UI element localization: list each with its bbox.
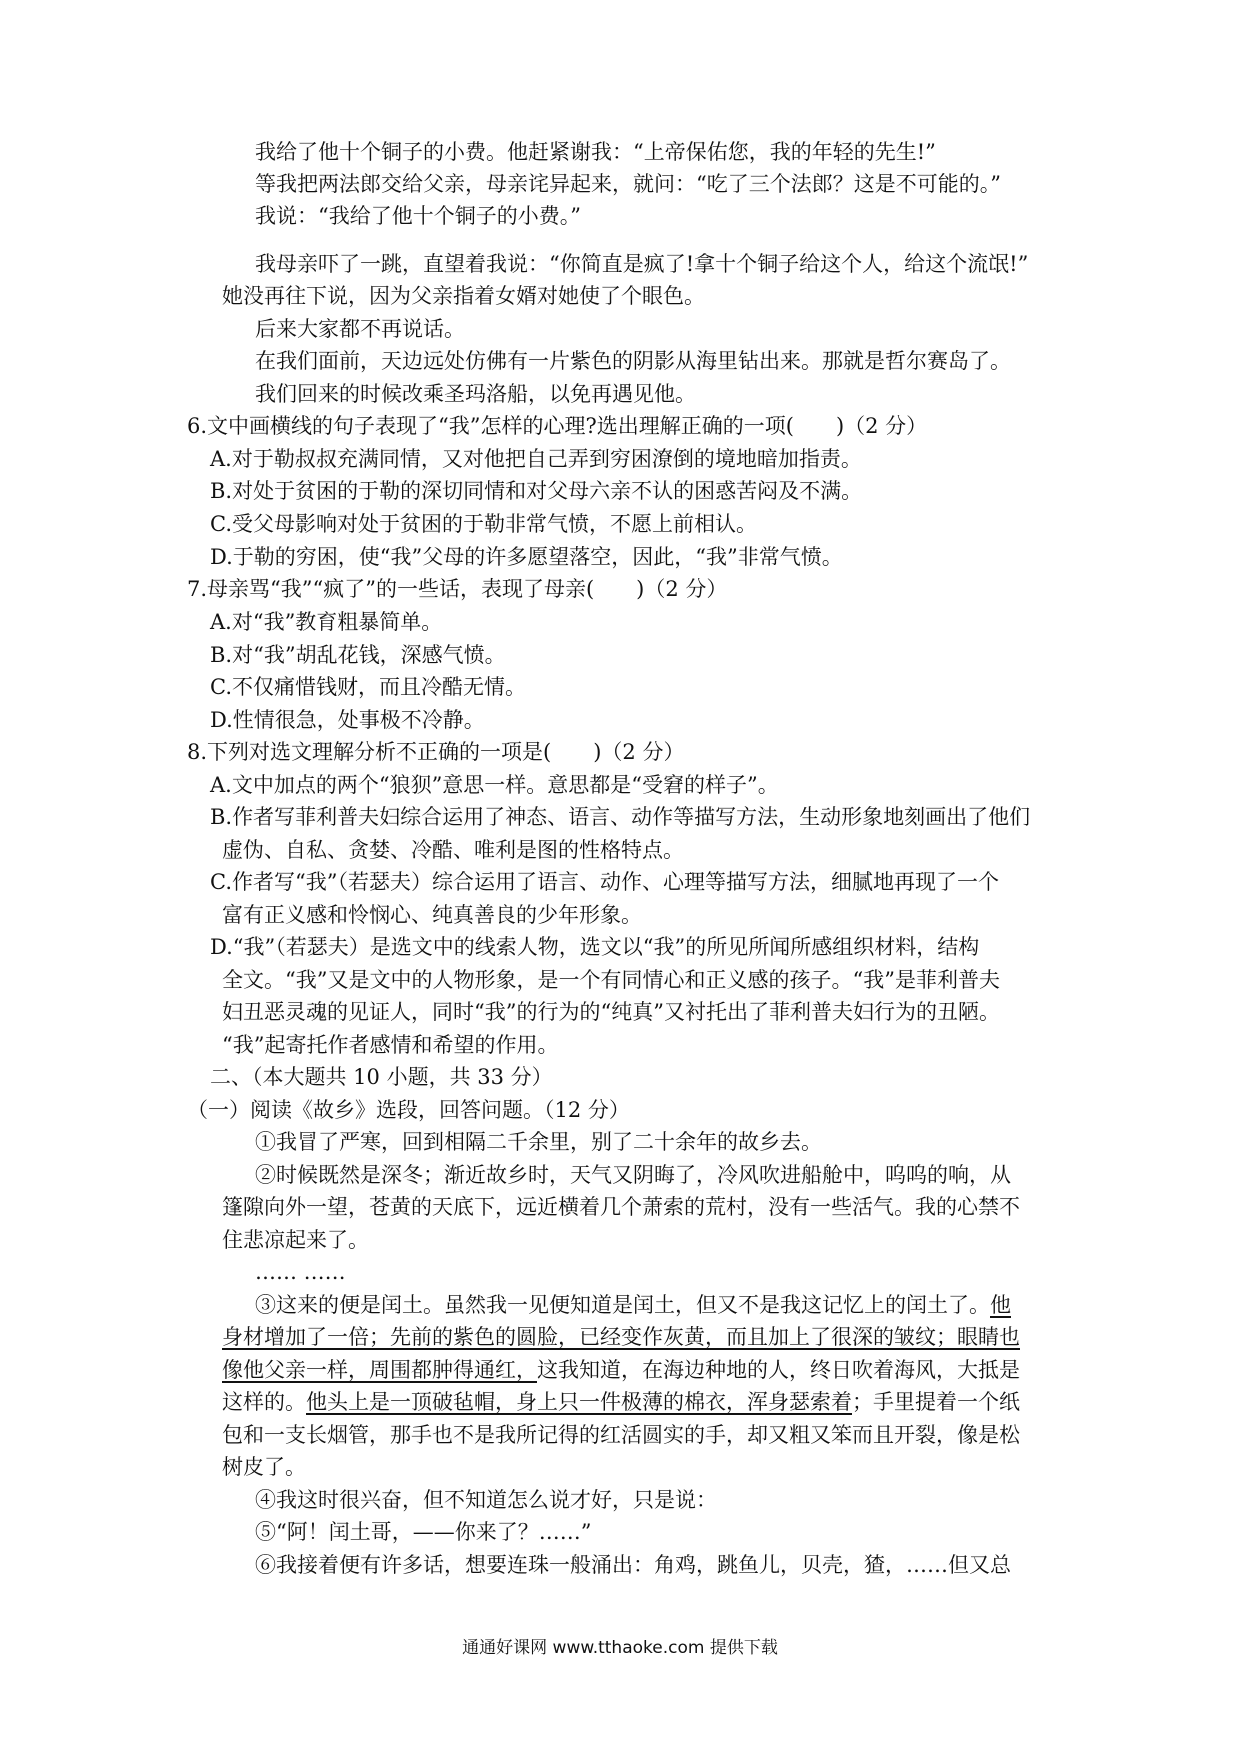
question-7-option-b: B.对“我”胡乱花钱，深感气愤。 bbox=[210, 643, 506, 667]
section-2-title: 二、（本大题共 10 小题，共 33 分） bbox=[210, 1065, 553, 1089]
question-8-option-d-cont: “我”起寄托作者感情和希望的作用。 bbox=[222, 1033, 559, 1057]
story-paragraph: 我们回来的时候改乘圣玛洛船，以免再遇见他。 bbox=[255, 382, 696, 406]
passage-paragraph: ⑥我接着便有许多话，想要连珠一般涌出：角鸡，跳鱼儿，贝壳，猹，……但又总 bbox=[255, 1553, 1011, 1577]
story-paragraph: 等我把两法郎交给父亲，母亲诧异起来，就问：“吃了三个法郎？这是不可能的。” bbox=[255, 172, 1001, 196]
passage-ellipsis: …… …… bbox=[255, 1260, 346, 1284]
story-paragraph: 我说：“我给了他十个铜子的小费。” bbox=[255, 204, 581, 228]
passage-paragraph-cont bbox=[0, 1386, 1240, 1418]
passage-paragraph-cont: 篷隙向外一望，苍黄的天底下，远近横着几个萧索的荒村，没有一些活气。我的心禁不 bbox=[222, 1195, 1020, 1219]
question-8-option-b-cont: 虚伪、自私、贪婪、冷酷、唯利是图的性格特点。 bbox=[222, 838, 684, 862]
story-paragraph: 我母亲吓了一跳，直望着我说：“你简直是疯了!拿十个铜子给这个人，给这个流氓!” bbox=[255, 252, 1029, 276]
story-paragraph: 她没再往下说，因为父亲指着女婿对她使了个眼色。 bbox=[222, 284, 705, 308]
question-7-option-c: C.不仅痛惜钱财，而且冷酷无情。 bbox=[210, 675, 526, 699]
question-6-option-a: A.对于勒叔叔充满同情，又对他把自己弄到穷困潦倒的境地暗加指责。 bbox=[210, 447, 862, 471]
question-7-option-a: A.对“我”教育粗暴简单。 bbox=[210, 610, 443, 634]
question-6-option-c: C.受父母影响对处于贫困的于勒非常气愤，不愿上前相认。 bbox=[210, 512, 757, 536]
question-6-option-b: B.对处于贫困的于勒的深切同情和对父母六亲不认的困惑苦闷及不满。 bbox=[210, 479, 863, 503]
passage-paragraph-cont bbox=[0, 1354, 1240, 1386]
section-2-subtitle: （一）阅读《故乡》选段，回答问题。（12 分） bbox=[187, 1098, 630, 1122]
story-paragraph: 我给了他十个铜子的小费。他赶紧谢我：“上帝保佑您，我的年轻的先生!” bbox=[255, 140, 936, 164]
question-8-option-b: B.作者写菲利普夫妇综合运用了神态、语言、动作等描写方法，生动形象地刻画出了他们 bbox=[210, 805, 1031, 829]
question-8-stem: 8.下列对选文理解分析不正确的一项是( )（2 分） bbox=[187, 740, 685, 764]
passage-paragraph: ④我这时很兴奋，但不知道怎么说才好，只是说： bbox=[255, 1488, 717, 1512]
passage-text: ③这来的便是闰土。虽然我一见便知道是闰土，但又不是我这记忆上的闰土了。 bbox=[255, 1293, 990, 1317]
passage-paragraph: ⑤“阿！闰土哥，——你来了？……” bbox=[255, 1520, 592, 1544]
underlined-sentence: 他头上是一顶破毡帽，身上只一件极薄的棉衣，浑身瑟索着 bbox=[306, 1390, 852, 1414]
story-paragraph: 在我们面前，天边远处仿佛有一片紫色的阴影从海里钻出来。那就是哲尔赛岛了。 bbox=[255, 349, 1011, 373]
question-6-stem: 6.文中画横线的句子表现了“我”怎样的心理?选出理解正确的一项( )（2 分） bbox=[187, 414, 928, 438]
question-8-option-d-cont: 全文。“我”又是文中的人物形象，是一个有同情心和正义感的孩子。“我”是菲利普夫 bbox=[222, 968, 1000, 992]
question-8-option-c: C.作者写“我”（若瑟夫）综合运用了语言、动作、心理等描写方法，细腻地再现了一个 bbox=[210, 870, 999, 894]
passage-paragraph-cont: 树皮了。 bbox=[222, 1455, 306, 1479]
question-7-stem: 7.母亲骂“我”“疯了”的一些话，表现了母亲( )（2 分） bbox=[187, 577, 728, 601]
passage-text: ；手里提着一个纸 bbox=[852, 1390, 1020, 1414]
question-7-option-d: D.性情很急，处事极不冷静。 bbox=[210, 708, 485, 732]
question-8-option-d-cont: 妇丑恶灵魂的见证人，同时“我”的行为的“纯真”又衬托出了菲利普夫妇行为的丑陋。 bbox=[222, 1000, 1000, 1024]
underlined-sentence: 他 bbox=[990, 1293, 1011, 1317]
underlined-sentence: 像他父亲一样，周围都肿得通红， bbox=[222, 1358, 537, 1382]
underlined-sentence: 身材增加了一倍；先前的紫色的圆脸，已经变作灰黄，而且加上了很深的皱纹；眼睛也 bbox=[222, 1325, 1020, 1349]
question-6-option-d: D.于勒的穷困，使“我”父母的许多愿望落空，因此，“我”非常气愤。 bbox=[210, 545, 843, 569]
passage-paragraph-cont: 包和一支长烟管，那手也不是我所记得的红活圆实的手，却又粗又笨而且开裂，像是松 bbox=[222, 1423, 1020, 1447]
passage-paragraph: ①我冒了严寒，回到相隔二千余里，别了二十余年的故乡去。 bbox=[255, 1130, 822, 1154]
passage-paragraph-cont: 住悲凉起来了。 bbox=[222, 1228, 369, 1252]
question-8-option-a: A.文中加点的两个“狼狈”意思一样。意思都是“受窘的样子”。 bbox=[210, 773, 779, 797]
page-footer: 通通好课网 www.tthaoke.com 提供下载 bbox=[462, 1638, 778, 1658]
passage-paragraph bbox=[0, 1289, 1240, 1321]
passage-text: 这我知道，在海边种地的人，终日吹着海风，大抵是 bbox=[537, 1358, 1020, 1382]
story-paragraph: 后来大家都不再说话。 bbox=[255, 317, 465, 341]
question-8-option-c-cont: 富有正义感和怜悯心、纯真善良的少年形象。 bbox=[222, 903, 642, 927]
question-8-option-d: D.“我”（若瑟夫）是选文中的线索人物，选文以“我”的所见所闻所感组织材料，结构 bbox=[210, 935, 980, 959]
passage-text: 这样的。 bbox=[222, 1390, 306, 1414]
passage-paragraph: ②时候既然是深冬；渐近故乡时，天气又阴晦了，冷风吹进船舱中，呜呜的响，从 bbox=[255, 1163, 1011, 1187]
passage-paragraph-cont bbox=[0, 1321, 1240, 1353]
